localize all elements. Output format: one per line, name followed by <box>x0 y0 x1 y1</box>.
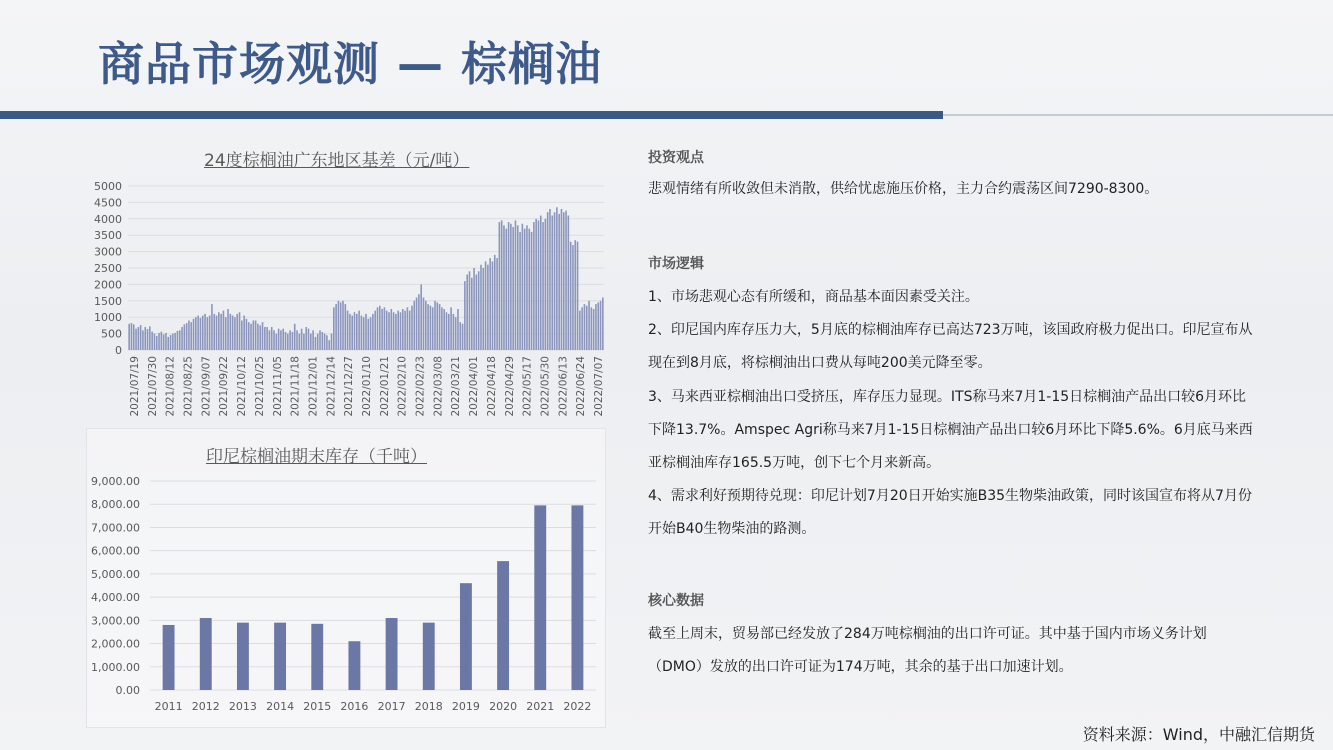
basis-bar <box>430 306 432 350</box>
basis-bar <box>156 336 158 350</box>
inventory-bar <box>237 623 249 690</box>
basis-bar <box>485 261 487 350</box>
basis-bar <box>230 314 232 350</box>
basis-xtick-label: 2022/06/13 <box>557 356 570 417</box>
basis-bar <box>243 316 245 350</box>
basis-bar <box>301 329 303 350</box>
basis-bar <box>372 314 374 350</box>
logic-item-1: 1、市场悲观心态有所缓和，商品基本面因素受关注。 <box>648 289 979 305</box>
basis-bar <box>600 301 602 350</box>
basis-ytick-label: 1000 <box>94 311 122 325</box>
basis-bar <box>574 240 576 350</box>
inventory-bar <box>571 505 583 690</box>
basis-bar <box>294 324 296 350</box>
basis-bar <box>591 307 593 350</box>
inventory-xtick-label: 2014 <box>266 700 295 713</box>
basis-bar <box>356 314 358 350</box>
basis-bar <box>420 284 422 350</box>
basis-xtick-label: 2022/03/21 <box>450 356 463 417</box>
basis-xtick-label: 2021/08/12 <box>164 356 177 417</box>
basis-xtick-label: 2021/07/19 <box>129 356 141 417</box>
basis-bar <box>347 311 349 350</box>
basis-bar <box>469 271 471 350</box>
inventory-ytick-label: 3,000.00 <box>91 614 140 628</box>
basis-bar <box>167 337 169 350</box>
inventory-ytick-label: 7,000.00 <box>91 521 140 535</box>
basis-bar <box>581 307 583 350</box>
basis-bar <box>161 332 163 350</box>
inventory-ytick-label: 0.00 <box>115 684 140 697</box>
inventory-xtick-label: 2018 <box>414 700 443 713</box>
basis-bar <box>195 317 197 350</box>
basis-ytick-label: 2500 <box>94 262 122 275</box>
basis-bar <box>333 307 335 350</box>
basis-ytick-label: 3000 <box>94 245 122 259</box>
basis-bar <box>446 312 448 350</box>
basis-bar <box>266 327 268 350</box>
basis-bar <box>407 307 409 350</box>
basis-bar <box>480 265 482 350</box>
basis-bar <box>565 211 567 350</box>
basis-bar <box>462 324 464 350</box>
basis-bar <box>259 325 261 350</box>
basis-bar <box>367 319 369 350</box>
basis-xtick-label: 2021/10/12 <box>236 356 249 417</box>
basis-bar <box>496 258 498 350</box>
basis-bar <box>418 294 420 350</box>
basis-bar <box>425 301 427 350</box>
basis-bar <box>545 219 547 350</box>
basis-bar <box>492 261 494 350</box>
basis-bar <box>225 317 227 350</box>
basis-bar <box>473 268 475 350</box>
basis-chart-svg <box>86 140 611 425</box>
page-title: 商品市场观测 — 棕榈油 <box>98 37 603 91</box>
basis-bar <box>427 304 429 350</box>
basis-bar <box>593 309 595 350</box>
basis-bar <box>519 232 521 350</box>
basis-bar <box>149 326 151 350</box>
basis-bar <box>204 314 206 350</box>
basis-xtick-label: 2021/11/18 <box>289 356 302 417</box>
basis-ytick-label: 5000 <box>94 180 122 193</box>
basis-bar <box>595 304 597 350</box>
basis-bar <box>464 281 466 350</box>
basis-xtick-label: 2021/10/25 <box>253 356 266 417</box>
basis-xtick-label: 2022/04/01 <box>468 356 481 417</box>
basis-bar <box>248 322 250 350</box>
basis-bar <box>533 222 535 350</box>
basis-bar <box>386 311 388 350</box>
basis-bar <box>450 307 452 350</box>
basis-bar <box>512 227 514 350</box>
basis-bar <box>138 327 140 350</box>
inventory-xtick-label: 2016 <box>340 700 369 713</box>
basis-bar <box>384 307 386 350</box>
basis-bar <box>459 322 461 350</box>
basis-bar <box>188 320 190 350</box>
basis-bar <box>147 329 149 350</box>
basis-bar <box>282 329 284 350</box>
basis-bar <box>140 325 142 350</box>
basis-bar <box>528 229 530 350</box>
basis-ytick-label: 0 <box>115 344 122 357</box>
basis-bar <box>531 232 533 350</box>
basis-xtick-label: 2021/12/14 <box>325 356 338 417</box>
basis-xtick-label: 2021/12/01 <box>307 356 320 417</box>
basis-bar <box>296 330 298 350</box>
basis-bar <box>505 229 507 350</box>
basis-bar <box>526 225 528 350</box>
basis-bar <box>211 304 213 350</box>
basis-bar <box>271 327 273 350</box>
basis-bar <box>326 335 328 350</box>
basis-bar <box>588 301 590 350</box>
core-text: 截至上周末，贸易部已经发放了284万吨棕榈油的出口许可证。其中基于国内市场义务计划（DMO）发放的出口许可证为174万吨，其余的基于出口加速计划。 <box>648 626 1207 675</box>
basis-bar <box>239 312 241 350</box>
basis-bar <box>535 219 537 350</box>
basis-ytick-label: 1500 <box>94 294 122 308</box>
basis-bar <box>602 298 604 350</box>
inventory-chart-title: 印尼棕榈油期末库存（千吨） <box>206 447 427 467</box>
basis-bar <box>522 224 524 350</box>
basis-bar <box>186 323 188 350</box>
basis-bar <box>179 330 181 350</box>
basis-bar <box>241 320 243 350</box>
basis-bar <box>197 316 199 350</box>
title-rule <box>0 111 943 119</box>
basis-bar <box>223 311 225 350</box>
basis-bar <box>476 275 478 350</box>
basis-bar <box>397 311 399 350</box>
basis-bar <box>411 306 413 350</box>
basis-bar <box>549 209 551 350</box>
basis-bar <box>390 309 392 350</box>
basis-bar <box>303 334 305 350</box>
inventory-ytick-label: 5,000.00 <box>91 567 140 581</box>
basis-bar <box>361 316 363 350</box>
basis-bar <box>554 212 556 350</box>
basis-xtick-label: 2021/07/30 <box>146 356 159 417</box>
inventory-bar <box>497 561 509 690</box>
basis-bar <box>413 301 415 350</box>
basis-bar <box>579 311 581 350</box>
basis-bar <box>494 255 496 350</box>
basis-bar <box>344 304 346 350</box>
basis-xtick-label: 2021/12/27 <box>343 356 356 417</box>
basis-bar <box>393 312 395 350</box>
basis-bar <box>264 327 266 350</box>
basis-bar <box>257 324 259 350</box>
basis-bar <box>299 334 301 350</box>
basis-xtick-label: 2022/02/10 <box>396 356 409 417</box>
inventory-ytick-label: 1,000.00 <box>91 660 140 674</box>
basis-bar <box>278 329 280 350</box>
basis-ytick-label: 3500 <box>94 229 122 243</box>
basis-bar <box>499 222 501 350</box>
basis-bar <box>181 327 183 350</box>
basis-bar <box>232 316 234 350</box>
title-rule-thin <box>943 114 1333 116</box>
basis-bar <box>482 268 484 350</box>
basis-bar <box>234 317 236 350</box>
basis-bar <box>404 311 406 350</box>
basis-bar <box>209 316 211 350</box>
inventory-chart <box>86 428 606 728</box>
basis-xtick-label: 2022/07/07 <box>593 356 605 417</box>
basis-bar <box>510 224 512 350</box>
basis-xtick-label: 2022/01/21 <box>378 356 391 417</box>
basis-bar <box>216 316 218 350</box>
basis-bar <box>370 317 372 350</box>
basis-bar <box>142 330 144 350</box>
basis-bar <box>280 330 282 350</box>
basis-bar <box>273 330 275 350</box>
basis-bar <box>324 334 326 350</box>
basis-bar <box>508 222 510 350</box>
basis-bar <box>547 212 549 350</box>
basis-ytick-label: 2000 <box>94 278 122 292</box>
basis-bar <box>448 314 450 350</box>
basis-bar <box>584 304 586 350</box>
basis-bar <box>262 322 264 350</box>
basis-bar <box>177 331 179 350</box>
inventory-chart-svg <box>86 428 606 728</box>
basis-bar <box>395 314 397 350</box>
basis-chart-title: 24度棕榈油广东地区基差（元/吨） <box>204 151 470 171</box>
basis-bar <box>289 330 291 350</box>
basis-bar <box>200 318 202 350</box>
basis-bar <box>135 329 137 350</box>
basis-bar <box>377 307 379 350</box>
inventory-xtick-label: 2012 <box>191 700 220 713</box>
basis-xtick-label: 2021/11/05 <box>271 356 284 417</box>
basis-bar <box>331 334 333 350</box>
logic-item-3: 3、马来西亚棕榈油出口受挤压，库存压力显现。ITS称马来7月1-15日棕榈油产品出口较6月环比下降13.7%。Amspec Agri称马来7月1-15日棕榈油产品出口较6月环比下降5.6%。6月底马来西亚棕榈油库存165.5万吨，创下七个月来新高。 <box>648 389 1253 471</box>
inventory-bar <box>534 505 546 690</box>
basis-bar <box>308 329 310 350</box>
basis-bar <box>128 324 130 350</box>
inventory-bar <box>200 618 212 690</box>
basis-bar <box>453 314 455 350</box>
logic-item-4: 4、需求利好预期待兑现：印尼计划7月20日开始实施B35生物柴油政策，同时该国宣布将从7月份开始B40生物柴油的路测。 <box>648 488 1252 537</box>
basis-xtick-label: 2022/01/10 <box>361 356 373 417</box>
basis-bar <box>374 311 376 350</box>
inventory-xtick-label: 2013 <box>228 700 257 713</box>
basis-ytick-label: 4000 <box>94 212 122 226</box>
basis-bar <box>220 314 222 350</box>
basis-ytick-label: 4500 <box>94 196 122 210</box>
basis-xtick-label: 2022/05/30 <box>539 356 552 417</box>
basis-bar <box>381 309 383 350</box>
basis-bar <box>358 311 360 350</box>
basis-bar <box>439 304 441 350</box>
basis-bar <box>561 209 563 350</box>
basis-bar <box>501 220 503 350</box>
basis-bar <box>443 309 445 350</box>
basis-bar <box>154 334 156 350</box>
basis-bar <box>540 216 542 350</box>
basis-bar <box>436 302 438 350</box>
basis-bar <box>315 337 317 350</box>
basis-bar <box>379 306 381 350</box>
inventory-bar <box>386 618 398 690</box>
inventory-xtick-label: 2021 <box>526 700 555 713</box>
basis-bar <box>423 298 425 350</box>
basis-bar <box>538 220 540 350</box>
inventory-xtick-label: 2020 <box>489 700 518 713</box>
basis-bar <box>338 301 340 350</box>
basis-bar <box>133 324 135 350</box>
basis-bar <box>572 245 574 350</box>
basis-bar <box>236 314 238 350</box>
basis-bar <box>556 207 558 350</box>
basis-xtick-label: 2022/03/08 <box>432 356 445 417</box>
inventory-bar <box>423 623 435 690</box>
basis-bar <box>586 306 588 350</box>
basis-bar <box>131 323 133 350</box>
basis-bar <box>310 334 312 350</box>
basis-bar <box>542 222 544 350</box>
source-note: 资料来源：Wind，中融汇信期货 <box>1082 725 1315 744</box>
inventory-ytick-label: 4,000.00 <box>91 591 140 605</box>
basis-bar <box>363 317 365 350</box>
basis-bar <box>471 278 473 350</box>
basis-bar <box>400 312 402 350</box>
basis-bar <box>515 220 517 350</box>
inventory-xtick-label: 2017 <box>377 700 406 713</box>
basis-bar <box>517 225 519 350</box>
basis-bar <box>402 309 404 350</box>
basis-bar <box>276 334 278 350</box>
basis-bar <box>570 242 572 350</box>
inventory-xtick-label: 2019 <box>451 700 480 713</box>
basis-bar <box>340 302 342 350</box>
basis-bar <box>416 298 418 350</box>
basis-bar <box>455 317 457 350</box>
basis-bar <box>250 324 252 350</box>
basis-bar <box>213 314 215 350</box>
inventory-xtick-label: 2011 <box>154 700 183 713</box>
basis-bar <box>441 307 443 350</box>
basis-bar <box>165 333 167 350</box>
basis-xtick-label: 2021/09/07 <box>200 356 213 417</box>
basis-bar <box>207 317 209 350</box>
basis-bar <box>151 332 153 350</box>
basis-xtick-label: 2021/08/25 <box>182 356 195 417</box>
basis-ytick-label: 500 <box>101 327 122 341</box>
inventory-xtick-label: 2022 <box>563 700 592 713</box>
basis-bar <box>489 258 491 350</box>
basis-bar <box>193 319 195 350</box>
basis-bar <box>487 265 489 350</box>
basis-bar <box>253 320 255 350</box>
inventory-bar <box>163 625 175 690</box>
inventory-bar <box>460 583 472 690</box>
title-bar <box>0 0 1333 120</box>
view-heading: 投资观点 <box>648 150 704 166</box>
view-text: 悲观情绪有所收敛但未消散，供给忧虑施压价格，主力合约震荡区间7290-8300。 <box>648 181 1159 197</box>
inventory-bar <box>311 624 323 690</box>
basis-bar <box>365 314 367 350</box>
basis-bar <box>287 334 289 350</box>
basis-xtick-label: 2022/02/23 <box>414 356 427 417</box>
basis-bar <box>144 327 146 350</box>
basis-bar <box>577 242 579 350</box>
basis-bar <box>319 330 321 350</box>
logic-item-2: 2、印尼国内库存压力大，5月底的棕榈油库存已高达723万吨，该国政府极力促出口。印尼宣布从现在到8月底，将棕榈油出口费从每吨200美元降至零。 <box>648 322 1253 371</box>
basis-xtick-label: 2021/09/22 <box>218 356 231 417</box>
basis-bar <box>568 216 570 350</box>
basis-bar <box>255 320 257 350</box>
basis-bar <box>218 312 220 350</box>
basis-bar <box>503 225 505 350</box>
basis-bar <box>351 316 353 350</box>
basis-bar <box>434 301 436 350</box>
inventory-bar <box>348 641 360 690</box>
basis-bar <box>478 271 480 350</box>
basis-bar <box>342 301 344 350</box>
basis-bar <box>285 332 287 350</box>
basis-bar <box>312 330 314 350</box>
basis-bar <box>354 312 356 350</box>
basis-chart <box>86 140 611 425</box>
basis-bar <box>190 322 192 350</box>
basis-bar <box>184 324 186 350</box>
basis-bar <box>466 275 468 350</box>
inventory-ytick-label: 6,000.00 <box>91 544 140 558</box>
basis-bar <box>597 302 599 350</box>
basis-bar <box>158 333 160 350</box>
basis-bar <box>317 334 319 350</box>
logic-heading: 市场逻辑 <box>648 256 704 272</box>
basis-bar <box>409 311 411 350</box>
basis-bar <box>202 316 204 350</box>
basis-bar <box>305 327 307 350</box>
basis-bar <box>457 309 459 350</box>
inventory-ytick-label: 8,000.00 <box>91 498 140 512</box>
basis-bar <box>558 214 560 350</box>
basis-bar <box>246 319 248 350</box>
basis-bar <box>292 332 294 350</box>
inventory-ytick-label: 9,000.00 <box>91 475 140 488</box>
basis-bar <box>563 212 565 350</box>
basis-bar <box>328 340 330 350</box>
inventory-bar <box>274 623 286 690</box>
basis-bar <box>170 335 172 350</box>
basis-bar <box>172 334 174 350</box>
basis-xtick-label: 2022/04/29 <box>503 356 516 417</box>
basis-bar <box>322 332 324 350</box>
basis-bar <box>432 307 434 350</box>
basis-xtick-label: 2022/04/18 <box>485 356 498 417</box>
basis-bar <box>227 309 229 350</box>
basis-bar <box>388 312 390 350</box>
inventory-xtick-label: 2015 <box>303 700 332 713</box>
basis-bar <box>551 216 553 350</box>
inventory-ytick-label: 2,000.00 <box>91 637 140 651</box>
basis-bar <box>524 229 526 350</box>
basis-bar <box>269 330 271 350</box>
basis-xtick-label: 2022/05/17 <box>521 356 534 417</box>
basis-bar <box>335 304 337 350</box>
core-heading: 核心数据 <box>648 593 704 609</box>
basis-bar <box>163 334 165 350</box>
basis-xtick-label: 2022/06/24 <box>575 355 588 417</box>
basis-bar <box>174 333 176 350</box>
basis-bar <box>349 314 351 350</box>
